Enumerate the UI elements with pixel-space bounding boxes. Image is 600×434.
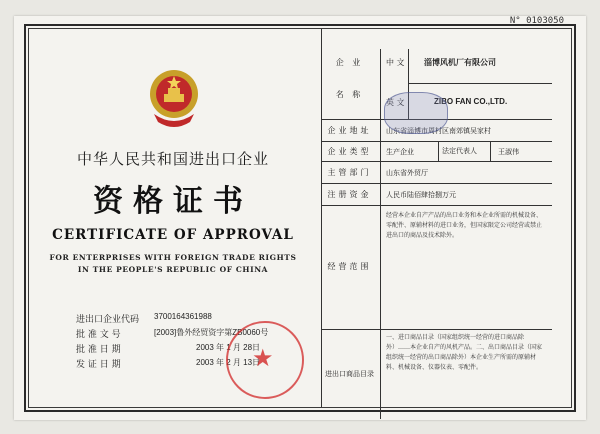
address-value: 山东省淄博市周村区南郊镇吴家村 [386,127,491,135]
info-value: [2003]鲁外经贸资字第ZB0060号 [154,328,269,337]
english-subtitle [36,252,310,276]
english-subtitle-line-1: FOR ENTERPRISES WITH FOREIGN TRADE RIGHTS [49,253,297,262]
catalog-label: 进出口商品目录 [325,370,374,378]
col-separator [380,141,381,161]
info-value: 3700164361988 [154,312,212,321]
info-label: 批 准 日 期 [76,345,121,355]
address-label: 企业地址 [327,126,372,135]
capital-label: 注册资金 [327,190,372,199]
national-emblem-icon [144,64,204,134]
col-separator [380,119,381,141]
legal-rep-value: 王淑伟 [498,148,519,156]
red-seal-stamp [226,321,304,399]
name-label: 名 称 [335,90,364,99]
legal-rep-label: 法定代表人 [442,147,477,155]
info-label: 进出口企业代码 [76,315,140,325]
chinese-name-label: 中 文 [386,58,405,67]
row-capital [322,183,552,206]
row-authority [322,161,552,184]
sub-col-separator [438,141,439,161]
scope-text: 经营本企业自产产品的出口业务和本企业所需的机械设备、零配件、原辅材料的进口业务，但国家限定公司经营或禁止进出口的商品及技术除外。 [386,212,543,239]
sub-col-separator [490,141,491,161]
type-value: 生产企业 [386,148,414,156]
row-catalog [322,329,552,419]
certificate-heading: 资格证书 [93,184,253,219]
serial-number: N° 0103050 [509,16,564,26]
seal-star-icon: ★ [252,344,274,372]
certificate-page [14,16,586,420]
catalog-text: 一、进口商品目录（国家组织统一经营的进口商品除外）……本企业自产的风机产品。二、出口商品目录（国家组织统一经营的出口商品除外）本企业生产所需的原辅材料、机械设备、仪器仪表、零配件。 [386,334,543,371]
info-label: 批 准 文 号 [76,330,121,340]
authority-label: 主管部门 [327,168,372,177]
company-label: 企 业 [335,58,364,67]
col-separator [380,329,381,419]
row-type [322,141,552,162]
name-row-divider [408,83,552,84]
authority-value: 山东省外贸厅 [386,169,428,177]
info-value: 2003 年 2 月 13日 [196,358,261,367]
col-separator [380,161,381,183]
type-label: 企业类型 [327,147,372,156]
col-separator [380,183,381,205]
company-chinese-name: 淄博风机厂有限公司 [424,57,496,67]
english-subtitle-line-2: IN THE PEOPLE'S REPUBLIC OF CHINA [77,265,269,274]
info-value: 2003 年 1 月 28日 [196,343,261,352]
col-separator [380,49,381,119]
chinese-title: 中华人民共和国进出口企业 [76,150,269,168]
col-separator [380,205,381,329]
english-name-label: 英 文 [386,98,405,107]
company-english-name: ZIBO FAN CO.,LTD. [434,97,508,106]
english-title: CERTIFICATE OF APPROVAL [52,227,294,243]
capital-value: 人民币陆佰肆拾捌万元 [386,191,456,199]
blue-stamp [384,92,448,134]
info-label: 发 证 日 期 [76,360,121,370]
row-scope [322,205,552,330]
scope-label: 经营范围 [327,262,372,271]
